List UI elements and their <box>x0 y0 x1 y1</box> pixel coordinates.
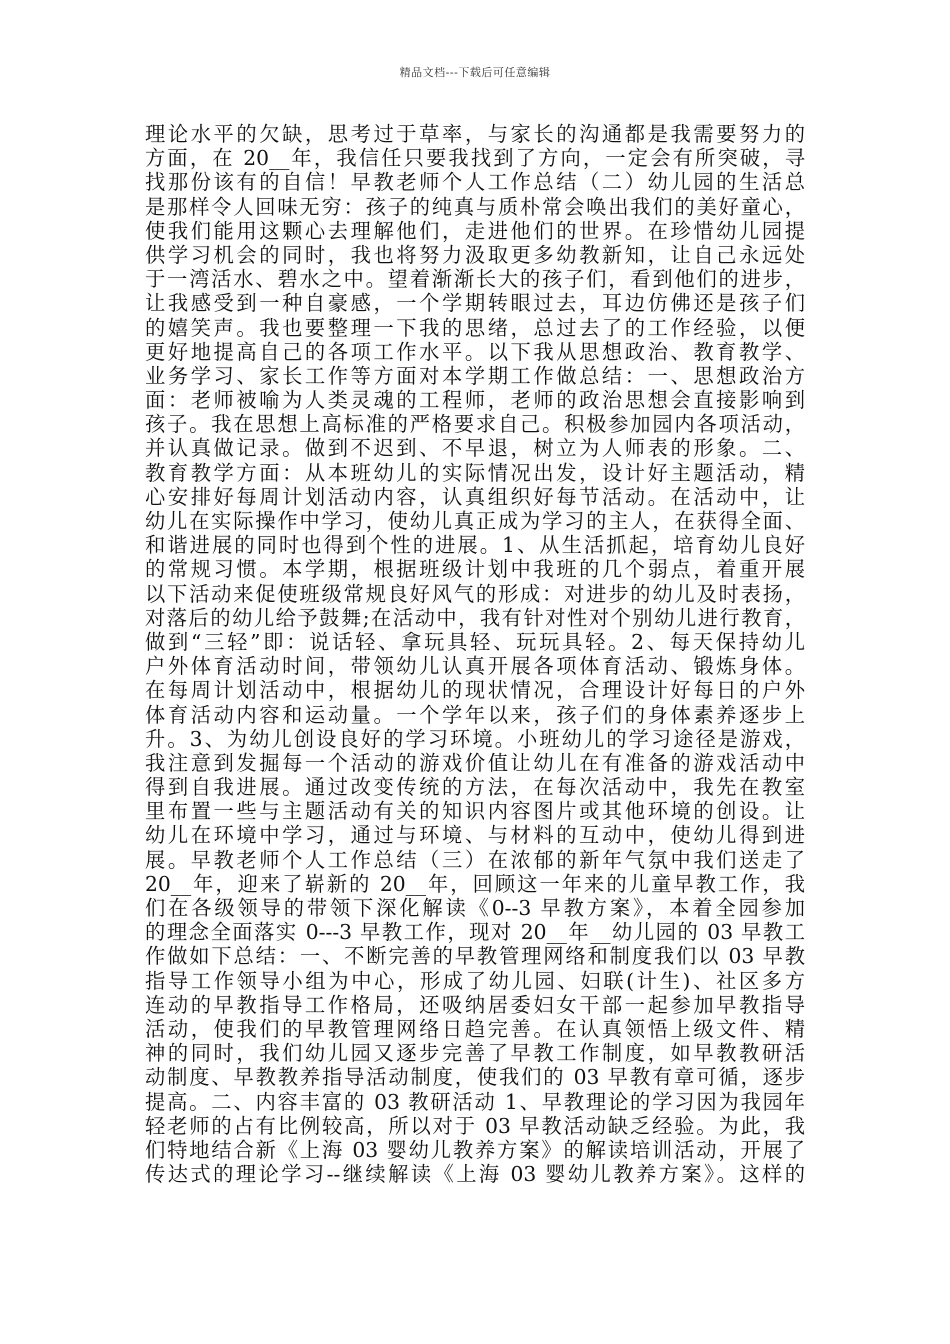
body-line: 更好地提高自己的各项工作水平。以下我从思想政治、教育教学、 <box>145 339 805 364</box>
body-line: 里布置一些与主题活动有关的知识内容图片或其他环境的创设。让 <box>145 799 805 824</box>
body-line: 我注意到发掘每一个活动的游戏价值让幼儿在有准备的游戏活动中 <box>145 750 805 775</box>
body-line: 是那样令人回味无穷：孩子的纯真与质朴常会唤出我们的美好童心， <box>145 194 805 219</box>
body-line: 们在各级领导的带领下深化解读《0--3 早教方案》，本着全园参加 <box>145 896 805 920</box>
body-line: 并认真做记录。做到不迟到、不早退，树立为人师表的形象。二、 <box>145 436 805 461</box>
body-line: 和谐进展的同时也得到个性的进展。1、从生活抓起，培育幼儿良好 <box>145 533 805 558</box>
body-line: 活动，使我们的早教管理网络日趋完善。在认真领悟上级文件、精 <box>145 1016 805 1041</box>
body-line: 指导工作领导小组为中心，形成了幼儿园、妇联(计生)、社区多方 <box>145 968 805 993</box>
body-line: 做到“三轻”即：说话轻、拿玩具轻、玩玩具轻。2、每天保持幼儿 <box>145 629 805 654</box>
body-line: 连动的早教指导工作格局，还吸纳居委妇女干部一起参加早教指导 <box>145 992 805 1017</box>
body-line: 神的同时，我们幼儿园又逐步完善了早教工作制度，如早教教研活 <box>145 1041 805 1066</box>
body-line: 以下活动来促使班级常规良好风气的形成：对进步的幼儿及时表扬， <box>145 581 805 606</box>
body-line: 教育教学方面：从本班幼儿的实际情况出发，设计好主题活动，精 <box>145 460 805 485</box>
body-line: 业务学习、家长工作等方面对本学期工作做总结：一、思想政治方 <box>145 363 805 388</box>
body-line: 传达式的理论学习--继续解读《上海 03 婴幼儿教养方案》。这样的 <box>145 1162 805 1187</box>
body-line: 在每周计划活动中，根据幼儿的现状情况，合理设计好每日的户外 <box>145 678 805 703</box>
body-line: 升。3、为幼儿创设良好的学习环境。小班幼儿的学习途径是游戏， <box>145 726 805 751</box>
body-line: 幼儿在环境中学习，通过与环境、与材料的互动中，使幼儿得到进 <box>145 823 805 848</box>
body-line: 让我感受到一种自豪感，一个学期转眼过去，耳边仿佛还是孩子们 <box>145 291 805 316</box>
body-line: 们特地结合新《上海 03 婴幼儿教养方案》的解读培训活动，开展了 <box>145 1137 805 1162</box>
body-line: 理论水平的欠缺，思考过于草率，与家长的沟通都是我需要努力的 <box>145 122 805 146</box>
body-line: 展。早教老师个人工作总结（三）在浓郁的新年气氛中我们送走了 <box>145 847 805 872</box>
body-line: 体育活动内容和运动量。一个学年以来，孩子们的身体素养逐步上 <box>145 702 805 727</box>
document-body <box>145 122 805 1186</box>
body-line: 的理念全面落实 0---3 早教工作，现对 20__年__幼儿园的 03 早教工 <box>145 920 805 945</box>
body-line: 供学习机会的同时，我也将努力汲取更多幼教新知，让自己永远处 <box>145 242 805 267</box>
body-line: 的嬉笑声。我也要整理一下我的思绪，总过去了的工作经验，以便 <box>145 315 805 340</box>
body-line: 幼儿在实际操作中学习，使幼儿真正成为学习的主人，在获得全面、 <box>145 509 805 533</box>
body-line: 户外体育活动时间，带领幼儿认真开展各项体育活动、锻炼身体。 <box>145 654 805 679</box>
body-line: 动制度、早教教养指导活动制度，使我们的 03 早教有章可循，逐步 <box>145 1065 805 1090</box>
body-line: 轻老师的占有比例较高，所以对于 03 早教活动缺乏经验。为此，我 <box>145 1113 805 1138</box>
body-line: 作做如下总结：一、不断完善的早教管理网络和制度我们以 03 早教 <box>145 944 805 969</box>
body-line: 得到自我进展。通过改变传统的方法，在每次活动中，我先在教室 <box>145 775 805 800</box>
body-line: 孩子。我在思想上高标准的严格要求自己。积极参加园内各项活动， <box>145 412 805 437</box>
body-line: 对落后的幼儿给予鼓舞;在活动中，我有针对性对个别幼儿进行教育， <box>145 605 805 630</box>
page-header: 精品文档---下载后可任意编辑 <box>399 66 551 79</box>
body-line: 面：老师被喻为人类灵魂的工程师，老师的政治思想会直接影响到 <box>145 388 805 413</box>
body-line: 的常规习惯。本学期，根据班级计划中我班的几个弱点，着重开展 <box>145 557 805 582</box>
body-line: 提高。二、内容丰富的 03 教研活动 1、早教理论的学习因为我园年 <box>145 1089 805 1114</box>
body-line: 找那份该有的自信！早教老师个人工作总结（二）幼儿园的生活总 <box>145 170 805 195</box>
body-line: 心安排好每周计划活动内容，认真组织好每节活动。在活动中，让 <box>145 484 805 509</box>
body-line: 于一湾活水、碧水之中。望着渐渐长大的孩子们，看到他们的进步， <box>145 267 805 292</box>
body-line: 方面，在 20__年，我信任只要我找到了方向，一定会有所突破，寻 <box>145 146 805 171</box>
body-line: 20__年，迎来了崭新的 20__年，回顾这一年来的儿童早教工作，我 <box>145 871 805 896</box>
body-line: 使我们能用这颗心去理解他们，走进他们的世界。在珍惜幼儿园提 <box>145 218 805 243</box>
